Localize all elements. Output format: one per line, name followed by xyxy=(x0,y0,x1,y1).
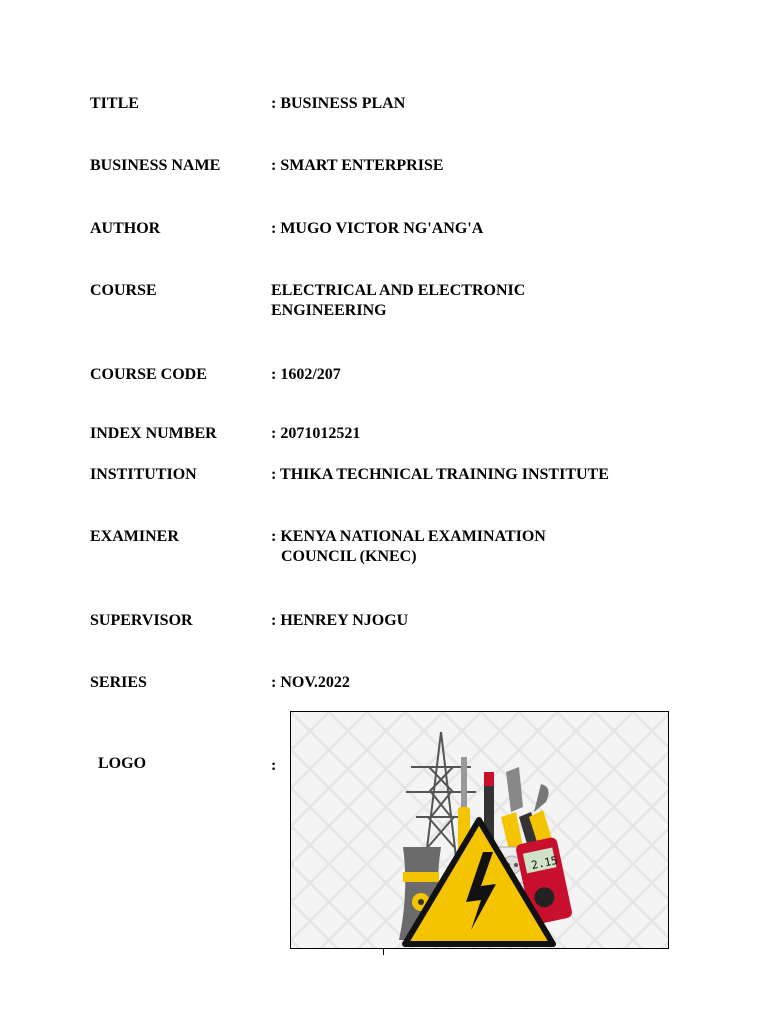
field-label: SUPERVISOR xyxy=(90,612,193,629)
logo-image xyxy=(290,711,669,949)
field-value-line1: : KENYA NATIONAL EXAMINATION xyxy=(271,528,546,545)
field-label: AUTHOR xyxy=(90,220,161,237)
field-value: : 1602/207 xyxy=(271,366,341,383)
field-label: EXAMINER xyxy=(90,528,179,545)
field-value-line1: ELECTRICAL AND ELECTRONIC xyxy=(271,282,526,299)
field-label: COURSE CODE xyxy=(90,366,207,383)
field-value: : NOV.2022 xyxy=(271,674,350,691)
field-value: : HENREY NJOGU xyxy=(271,612,409,629)
field-label: INDEX NUMBER xyxy=(90,425,217,442)
logo-colon: : xyxy=(271,757,277,774)
field-label: BUSINESS NAME xyxy=(90,157,221,174)
field-label: COURSE xyxy=(90,282,157,299)
field-value: : BUSINESS PLAN xyxy=(271,95,406,112)
page-mark xyxy=(383,949,384,955)
field-label: SERIES xyxy=(90,674,147,691)
field-value-line2: COUNCIL (KNEC) xyxy=(281,548,417,565)
field-value: : SMART ENTERPRISE xyxy=(271,157,444,174)
field-value: : 2071012521 xyxy=(271,425,361,442)
multimeter-reading: 2.15 xyxy=(530,853,559,873)
field-value-line2: ENGINEERING xyxy=(271,302,387,319)
field-label: TITLE xyxy=(90,95,139,112)
field-value xyxy=(271,281,671,321)
field-label: INSTITUTION xyxy=(90,466,197,483)
field-value: : THIKA TECHNICAL TRAINING INSTITUTE xyxy=(271,466,609,483)
field-value: : MUGO VICTOR NG'ANG'A xyxy=(271,220,484,237)
field-value xyxy=(271,527,671,567)
electrical-logo-illustration xyxy=(291,712,668,948)
logo-label: LOGO xyxy=(98,755,147,772)
